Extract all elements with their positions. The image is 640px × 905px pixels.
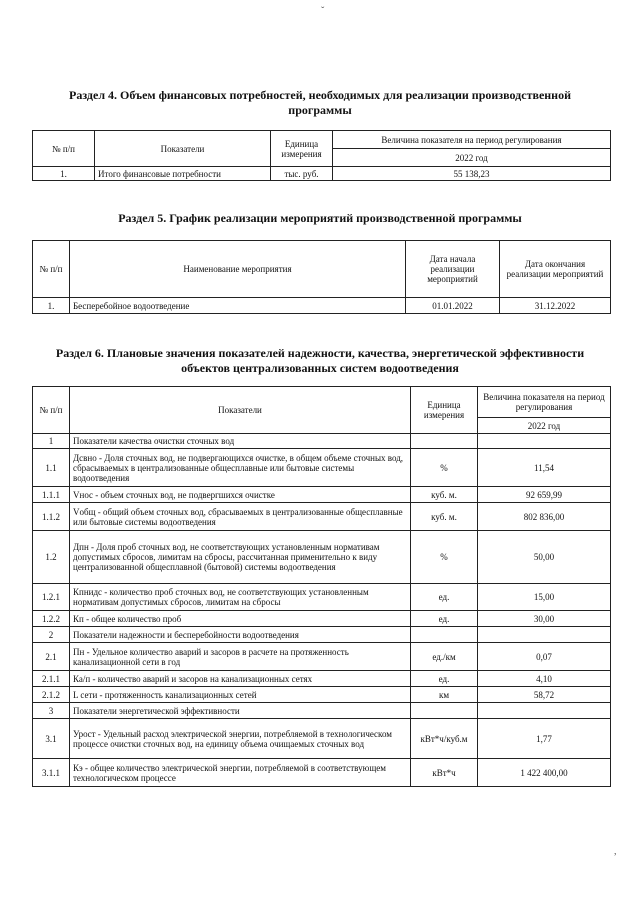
cell-unit [411,627,478,643]
cell-unit: км [411,687,478,703]
cell-name: Кп - общее количество проб [70,611,411,627]
cell-value: 30,00 [478,611,611,627]
table-row [33,687,611,703]
table-row [33,719,611,759]
table-row [33,627,611,643]
scan-mark: , [614,846,617,857]
cell-value: 1 422 400,00 [478,759,611,787]
cell-num: 3.1 [33,719,70,759]
cell-num: 1.1 [33,449,70,487]
cell-name: Показатели надежности и бесперебойности водоотведения [70,627,411,643]
header-year: 2022 год [333,149,611,167]
cell-value: 55 138,23 [333,167,611,181]
cell-value [478,627,611,643]
cell-unit: ед. [411,584,478,611]
section-4-title: Раздел 4. Объем финансовых потребностей, необходимых для реализации производственной программы [68,88,572,117]
cell-name: Ка/п - количество аварий и засоров на канализационных сетях [70,671,411,687]
cell-value: 15,00 [478,584,611,611]
cell-num: 1. [33,167,95,181]
cell-num: 3 [33,703,70,719]
cell-value [478,434,611,449]
table-row [33,703,611,719]
cell-num: 1.2.1 [33,584,70,611]
cell-unit: кВт*ч [411,759,478,787]
header-unit: Единица измерения [271,131,333,167]
header-num: № п/п [33,241,70,298]
cell-num: 3.1.1 [33,759,70,787]
cell-num: 2.1 [33,643,70,671]
cell-unit: ед./км [411,643,478,671]
section-4-table [32,130,611,181]
table-row [33,611,611,627]
section-5-title: Раздел 5. График реализации мероприятий производственной программы [118,211,522,225]
cell-value: 92 659,99 [478,487,611,503]
table-row [33,584,611,611]
cell-name: Итого финансовые потребности [95,167,271,181]
header-value: Величина показателя на период регулирования [333,131,611,149]
cell-num: 2.1.2 [33,687,70,703]
table-row [33,759,611,787]
header-indicators: Показатели [70,387,411,434]
table-row [33,167,611,181]
cell-unit: куб. м. [411,487,478,503]
cell-name: Бесперебойное водоотведение [70,298,406,314]
scan-mark: ˇ [321,6,325,17]
cell-value: 50,00 [478,531,611,584]
cell-unit: кВт*ч/куб.м [411,719,478,759]
cell-unit: тыс. руб. [271,167,333,181]
cell-name: Показатели качества очистки сточных вод [70,434,411,449]
header-value: Величина показателя на период регулирования [478,387,611,418]
cell-unit: куб. м. [411,503,478,531]
cell-num: 1.2.2 [33,611,70,627]
cell-end: 31.12.2022 [500,298,611,314]
table-row [33,643,611,671]
cell-value: 11,54 [478,449,611,487]
cell-value: 802 836,00 [478,503,611,531]
header-unit: Единица измерения [411,387,478,434]
header-start: Дата начала реализации мероприятий [406,241,500,298]
cell-value: 0,07 [478,643,611,671]
table-row [33,671,611,687]
cell-num: 1.1.2 [33,503,70,531]
cell-unit [411,703,478,719]
cell-num: 2 [33,627,70,643]
cell-name: Показатели энергетической эффективности [70,703,411,719]
table-row [33,449,611,487]
cell-name: Кэ - общее количество электрической энергии, потребляемой в соответствующем технологическом процессе [70,759,411,787]
cell-unit: ед. [411,671,478,687]
header-indicators: Показатели [95,131,271,167]
cell-name: L сети - протяженность канализационных сетей [70,687,411,703]
header-end: Дата окончания реализации мероприятий [500,241,611,298]
header-num: № п/п [33,131,95,167]
cell-start: 01.01.2022 [406,298,500,314]
cell-name: Кпнидс - количество проб сточных вод, не соответствующих установленным нормативам допустимых сбросов, лимитам на сбросы [70,584,411,611]
cell-unit: ед. [411,611,478,627]
cell-unit: % [411,531,478,584]
table-row [33,487,611,503]
cell-num: 1 [33,434,70,449]
cell-unit [411,434,478,449]
cell-num: 1. [33,298,70,314]
header-year: 2022 год [478,418,611,434]
cell-name: Vнос - объем сточных вод, не подвергшихся очистке [70,487,411,503]
section-6-table [32,386,611,787]
table-row [33,503,611,531]
cell-num: 1.1.1 [33,487,70,503]
cell-name: Vобщ - общий объем сточных вод, сбрасываемых в централизованные общесплавные или бытовые системы водоотведения [70,503,411,531]
cell-name: Дсвно - Доля сточных вод, не подвергающихся очистке, в общем объеме сточных вод, сбрасываемых в централизованные общесплавные или бытовые системы водоотведения [70,449,411,487]
cell-value: 1,77 [478,719,611,759]
cell-value: 58,72 [478,687,611,703]
table-row [33,298,611,314]
cell-num: 1.2 [33,531,70,584]
cell-unit: % [411,449,478,487]
cell-name: Пн - Удельное количество аварий и засоров в расчете на протяженность канализационной сети в год [70,643,411,671]
header-name: Наименование мероприятия [70,241,406,298]
cell-name: Дпн - Доля проб сточных вод, не соответствующих установленным нормативам допустимых сбросов, лимитам на сбросы, рассчитанная применительно к виду централизованной общесплавной (бытовой) системы водоотведения [70,531,411,584]
cell-name: Уроcт - Удельный расход электрической энергии, потребляемой в технологическом процессе очистки сточных вод, на единицу объема очищаемых сточных вод [70,719,411,759]
section-6-title: Раздел 6. Плановые значения показателей надежности, качества, энергетической эффективности объектов централизованных систем водоотведения [55,346,585,375]
section-5-table [32,240,611,314]
table-row [33,531,611,584]
cell-value [478,703,611,719]
cell-value: 4,10 [478,671,611,687]
cell-num: 2.1.1 [33,671,70,687]
header-num: № п/п [33,387,70,434]
table-row [33,434,611,449]
